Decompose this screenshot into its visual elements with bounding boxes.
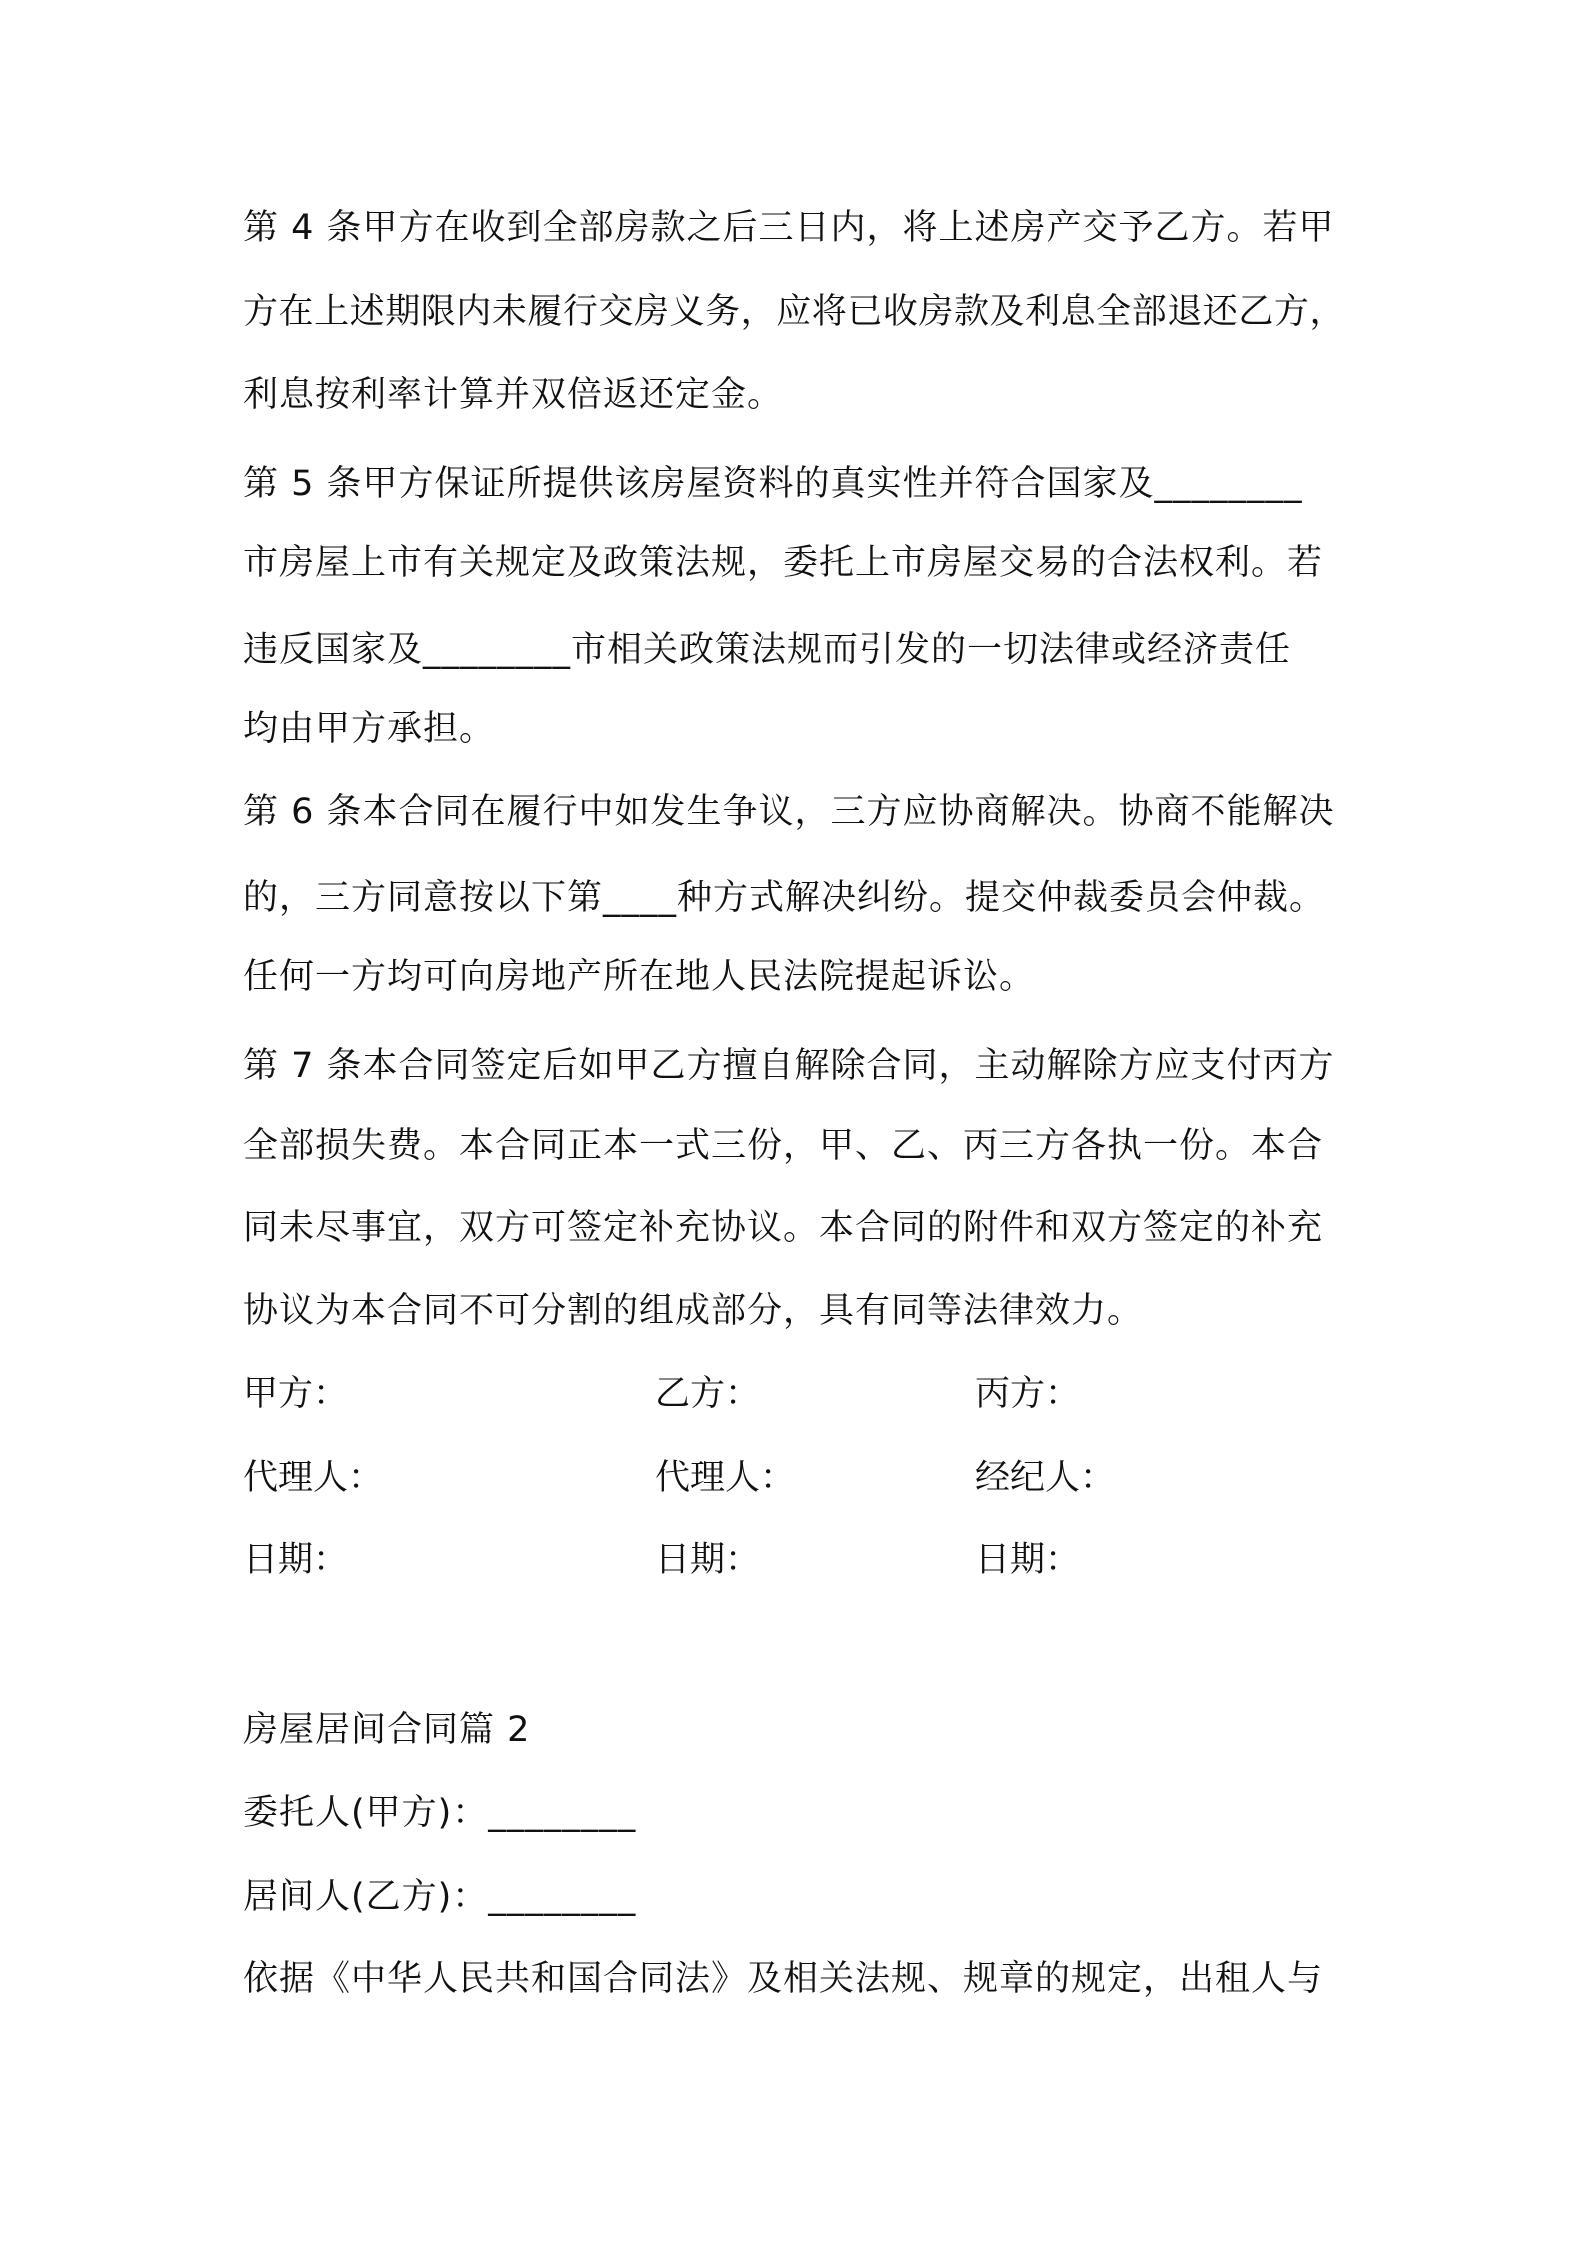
party-b-label: 乙方： — [655, 1374, 761, 1414]
intermediary-line: 居间人(乙方)：________ — [243, 1877, 637, 1917]
legal-basis-line: 依据《中华人民共和国合同法》及相关法规、规章的规定，出租人与 — [243, 1959, 1324, 1999]
client-line: 委托人(甲方)：________ — [243, 1793, 637, 1833]
article-4-line-3: 利息按利率计算并双倍返还定金。 — [243, 375, 784, 415]
agent-a-label: 代理人： — [243, 1458, 384, 1498]
article-6-line-1: 第 6 条本合同在履行中如发生争议，三方应协商解决。协商不能解决 — [243, 792, 1335, 832]
section-2-title: 房屋居间合同篇 2 — [243, 1710, 531, 1750]
article-5-line-1: 第 5 条甲方保证所提供该房屋资料的真实性并符合国家及________ — [243, 464, 1303, 504]
broker-c-label: 经纪人： — [975, 1458, 1116, 1498]
party-c-label: 丙方： — [975, 1374, 1081, 1414]
date-c-label: 日期： — [975, 1540, 1081, 1580]
article-7-line-2: 全部损失费。本合同正本一式三份，甲、乙、丙三方各执一份。本合 — [243, 1126, 1324, 1166]
date-b-label: 日期： — [655, 1540, 761, 1580]
article-4-line-1: 第 4 条甲方在收到全部房款之后三日内，将上述房产交予乙方。若甲 — [243, 208, 1335, 248]
article-7-line-1: 第 7 条本合同签定后如甲乙方擅自解除合同，主动解除方应支付丙方 — [243, 1046, 1335, 1086]
article-5-line-4: 均由甲方承担。 — [243, 709, 496, 749]
article-5-line-3: 违反国家及________市相关政策法规而引发的一切法律或经济责任 — [243, 630, 1292, 670]
article-5-line-2: 市房屋上市有关规定及政策法规，委托上市房屋交易的合法权利。若 — [243, 543, 1324, 583]
article-7-line-3: 同未尽事宜，双方可签定补充协议。本合同的附件和双方签定的补充 — [243, 1208, 1324, 1248]
article-6-line-2: 的，三方同意按以下第____种方式解决纠纷。提交仲裁委员会仲裁。 — [243, 878, 1326, 918]
article-4-line-2: 方在上述期限内未履行交房义务，应将已收房款及利息全部退还乙方， — [243, 292, 1346, 332]
article-6-line-3: 任何一方均可向房地产所在地人民法院提起诉讼。 — [243, 957, 1036, 997]
agent-b-label: 代理人： — [655, 1458, 796, 1498]
date-a-label: 日期： — [243, 1540, 349, 1580]
article-7-line-4: 协议为本合同不可分割的组成部分，具有同等法律效力。 — [243, 1291, 1144, 1331]
party-a-label: 甲方： — [243, 1374, 349, 1414]
